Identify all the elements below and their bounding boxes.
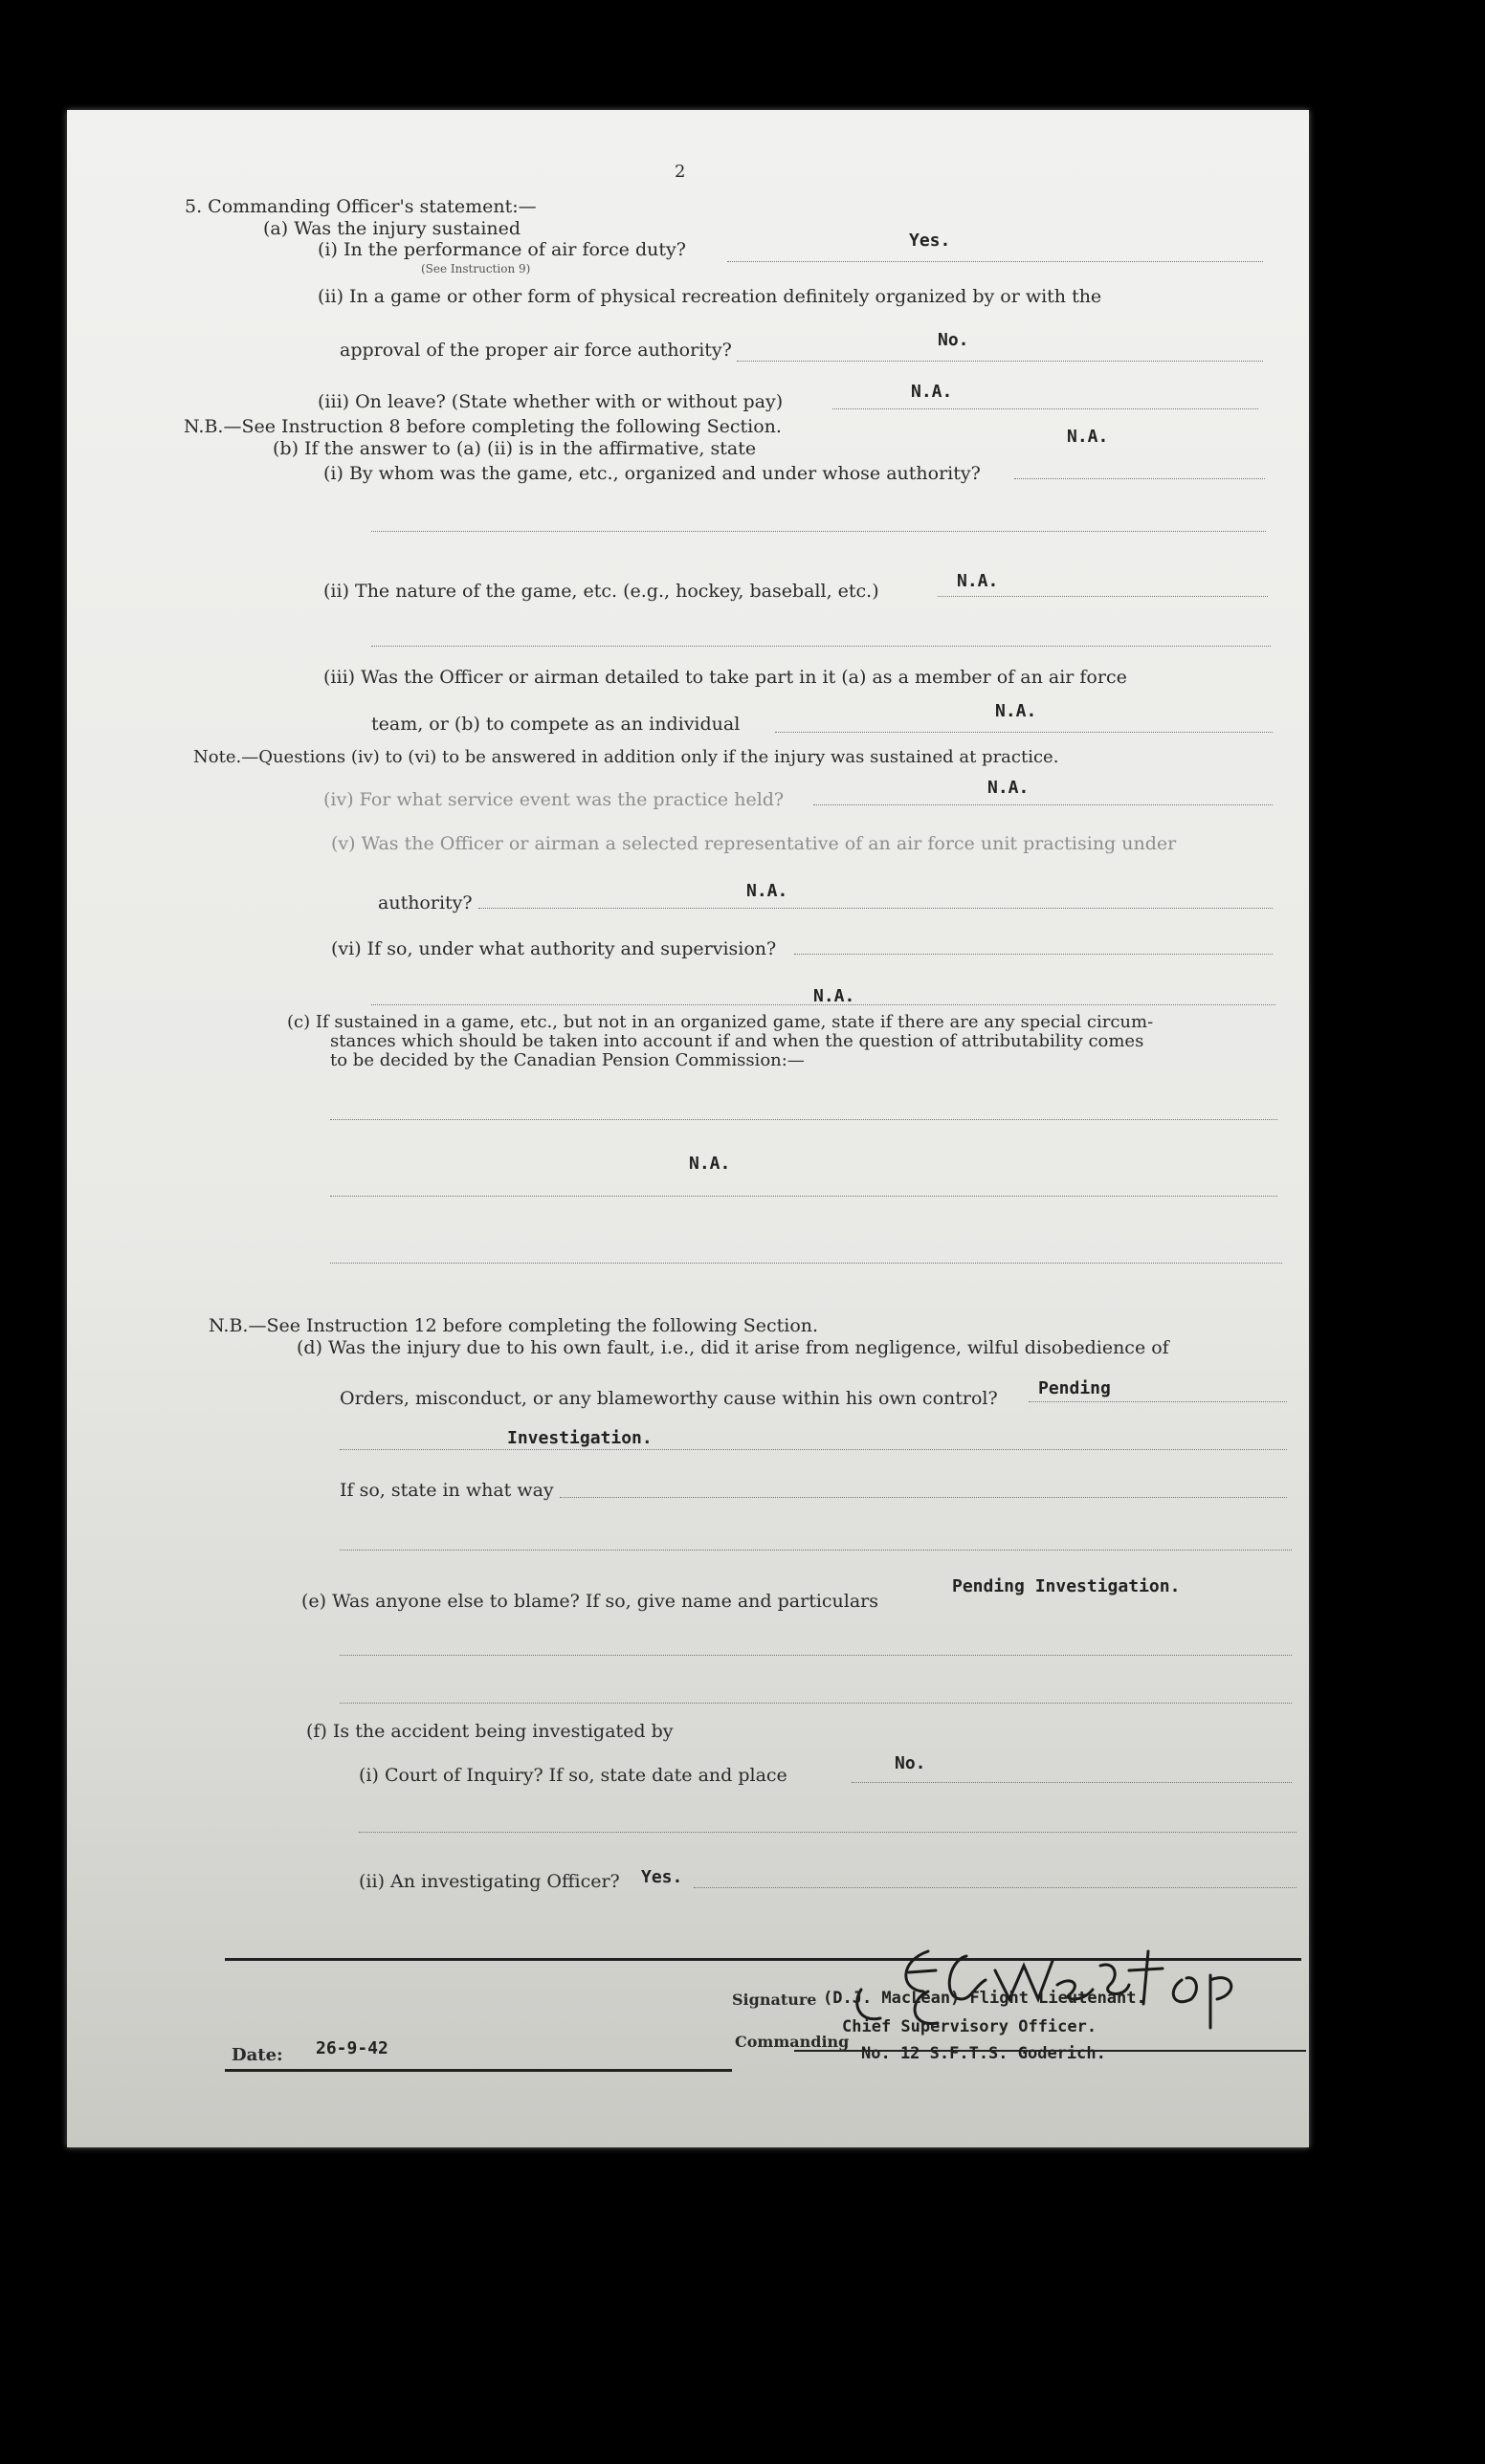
answer-f-i: No. — [895, 1753, 926, 1773]
answer-line — [330, 1119, 1277, 1120]
answer-line — [340, 1703, 1292, 1704]
date-rule — [225, 2069, 732, 2072]
signature-label: Signature — [732, 1991, 817, 2009]
answer-b-vi: N.A. — [813, 986, 855, 1006]
commanding-rule — [794, 2050, 1306, 2052]
question-a-i: (i) In the performance of air force duty? — [318, 239, 686, 260]
answer-b: N.A. — [1067, 427, 1109, 447]
answer-line — [560, 1497, 1287, 1498]
answer-line — [1029, 1401, 1287, 1402]
answer-line — [938, 596, 1268, 597]
question-d-way: If so, state in what way — [340, 1480, 554, 1501]
answer-line — [1014, 478, 1265, 479]
answer-line — [330, 1196, 1277, 1197]
answer-line — [852, 1782, 1292, 1783]
question-c-line3: to be decided by the Canadian Pension Commission:— — [330, 1050, 805, 1070]
answer-line — [794, 954, 1273, 955]
question-b-label: (b) If the answer to (a) (ii) is in the affirmative, state — [273, 438, 757, 459]
question-b-v-line2: authority? — [378, 892, 473, 913]
signer-name: (D.J. MacLean) Flight Lieutenant. — [823, 1989, 1146, 2008]
question-a-iii: (iii) On leave? (State whether with or without pay) — [318, 391, 784, 412]
question-a-ii-line1: (ii) In a game or other form of physical recreation definitely organized by or with the — [318, 286, 1102, 307]
date-value: 26-9-42 — [316, 2038, 388, 2058]
question-b-iv: (iv) For what service event was the practice held? — [323, 789, 785, 810]
answer-b-iii: N.A. — [995, 701, 1037, 721]
nb-instruction-8: N.B.—See Instruction 8 before completing the following Section. — [184, 416, 782, 437]
answer-line — [727, 261, 1263, 262]
answer-line — [340, 1655, 1292, 1656]
question-c-line2: stances which should be taken into account if and when the question of attributability comes — [330, 1031, 1144, 1051]
signer-unit: No. 12 S.F.T.S. Goderich. — [861, 2044, 1106, 2063]
form-page — [67, 110, 1309, 2147]
page-number: 2 — [675, 162, 686, 182]
question-d-line2: Orders, misconduct, or any blameworthy cause within his own control? — [340, 1388, 998, 1409]
answer-a-ii: No. — [938, 330, 969, 350]
answer-a-iii: N.A. — [911, 382, 953, 402]
nb-instruction-12: N.B.—See Instruction 12 before completing the following Section. — [209, 1315, 819, 1336]
answer-c: N.A. — [689, 1154, 731, 1174]
answer-line — [832, 408, 1258, 409]
question-b-i: (i) By whom was the game, etc., organized and under whose authority? — [323, 463, 981, 484]
answer-f-ii: Yes. — [641, 1867, 683, 1887]
question-b-vi: (vi) If so, under what authority and supervision? — [331, 938, 777, 959]
answer-d-line1: Pending — [1038, 1378, 1111, 1398]
answer-a-i: Yes. — [909, 231, 951, 251]
answer-line — [340, 1550, 1292, 1551]
answer-line — [478, 908, 1273, 909]
answer-b-iv: N.A. — [987, 778, 1030, 798]
instruction-9-note: (See Instruction 9) — [421, 262, 531, 275]
commanding-label: Commanding — [735, 2033, 850, 2051]
question-c-line1: (c) If sustained in a game, etc., but not in an organized game, state if there are any special circum- — [287, 1012, 1154, 1032]
answer-d-line2: Investigation. — [507, 1428, 653, 1448]
question-a-ii-line2: approval of the proper air force authority? — [340, 340, 732, 361]
answer-line — [359, 1832, 1297, 1833]
question-d-line1: (d) Was the injury due to his own fault, i.e., did it arise from negligence, wilful disobedience of — [297, 1337, 1169, 1358]
answer-line — [340, 1449, 1287, 1450]
question-b-iii-line2: team, or (b) to compete as an individual — [371, 714, 741, 735]
question-f-i: (i) Court of Inquiry? If so, state date and place — [359, 1765, 787, 1786]
answer-line — [737, 361, 1263, 362]
question-b-ii: (ii) The nature of the game, etc. (e.g., hockey, baseball, etc.) — [323, 581, 879, 602]
question-e: (e) Was anyone else to blame? If so, give name and particulars — [301, 1591, 879, 1612]
question-b-iii-line1: (iii) Was the Officer or airman detailed to take part in it (a) as a member of an air force — [323, 667, 1127, 688]
answer-e: Pending Investigation. — [952, 1576, 1181, 1596]
answer-line — [330, 1263, 1282, 1264]
answer-line — [371, 531, 1266, 532]
question-a-label: (a) Was the injury sustained — [263, 218, 521, 239]
answer-line — [813, 804, 1273, 805]
note-questions-iv-vi: Note.—Questions (iv) to (vi) to be answered in addition only if the injury was sustained at practice. — [193, 747, 1059, 767]
answer-b-v: N.A. — [746, 881, 788, 901]
question-f: (f) Is the accident being investigated by — [306, 1721, 674, 1742]
answer-b-ii: N.A. — [957, 571, 999, 591]
question-f-ii: (ii) An investigating Officer? — [359, 1871, 620, 1892]
section-5-heading: 5. Commanding Officer's statement:— — [185, 196, 537, 217]
answer-line — [694, 1887, 1297, 1888]
question-b-v-line1: (v) Was the Officer or airman a selected representative of an air force unit practising under — [331, 833, 1177, 854]
answer-line — [371, 646, 1271, 647]
answer-line — [775, 732, 1273, 733]
signer-title: Chief Supervisory Officer. — [842, 2017, 1097, 2036]
date-label: Date: — [232, 2045, 283, 2065]
